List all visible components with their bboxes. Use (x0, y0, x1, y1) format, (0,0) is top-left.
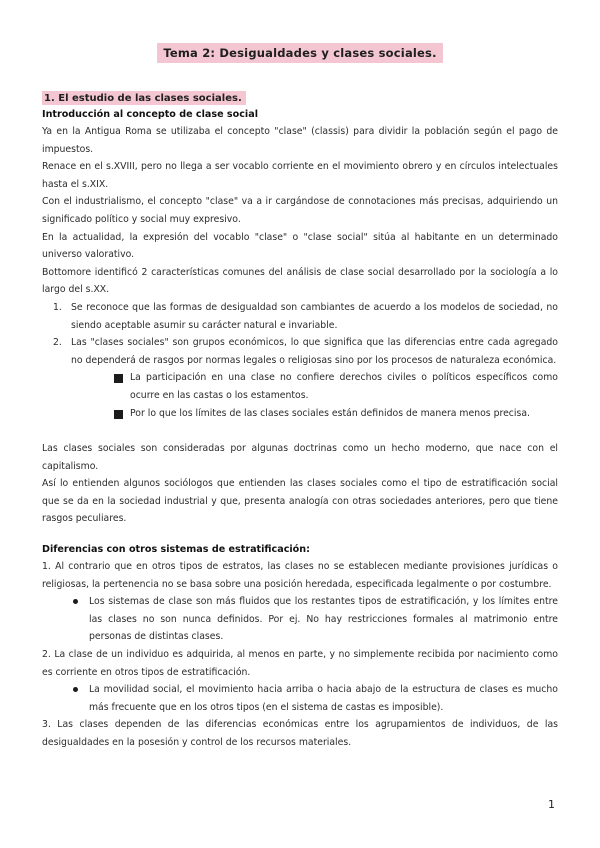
bullet-text: Por lo que los límites de las clases sociales están definidos de manera menos precisa. (130, 407, 531, 419)
list-item-text: Las "clases sociales" son grupos económicos, lo que significa que las diferencias entre cada agregado no dependerá de rasgos por normas legales o religiosas sino por los procesos de naturaleza económica. (71, 337, 558, 366)
list-number: 2. (53, 337, 62, 349)
list-number: 1. (53, 301, 62, 313)
subheading-diferencias: Diferencias con otros sistemas de estratificación: (42, 544, 310, 556)
paragraph: Las clases sociales son consideradas por algunas doctrinas como un hecho moderno, que nace con el capitalismo. (42, 443, 558, 472)
document-body (42, 86, 558, 752)
paragraph: 3. Las clases dependen de las diferencias económicas entre los agrupamientos de individuos, de las desigualdades en la posesión y control de los recursos materiales. (42, 719, 558, 748)
section-heading-1: 1. El estudio de las clases sociales. (42, 91, 246, 105)
paragraph: Renace en el s.XVIII, pero no llega a ser vocablo corriente en el movimiento obrero y en círculos intelectuales hasta el s.XIX. (42, 161, 558, 190)
paragraph: Bottomore identificó 2 características comunes del análisis de clase social desarrollado por la sociología a lo largo del s.XX. (42, 266, 558, 296)
bullet-text: La movilidad social, el movimiento hacia arriba o hacia abajo de la estructura de clases es mucho más frecuente que en los otros tipos (en el sistema de castas es imposible). (89, 684, 558, 713)
square-bullet-item (42, 369, 558, 404)
numbered-item (42, 334, 558, 369)
square-bullet-item (42, 405, 558, 423)
bullet-text: La participación en una clase no confiere derechos civiles o políticos específicos como ocurre en las castas o los estamentos. (130, 372, 558, 401)
list-item-text: Se reconoce que las formas de desigualdad son cambiantes de acuerdo a los modelos de sociedad, no siendo aceptable asumir su carácter natural e invariable. (71, 301, 558, 331)
paragraph: Así lo entienden algunos sociólogos que entienden las clases sociales como el tipo de estratificación social que se da en la sociedad industrial y que, presenta analogía con otras sociedades anteriores, pero que tiene rasgos peculiares. (42, 478, 558, 525)
square-bullet-icon (114, 374, 123, 383)
paragraph: Con el industrialismo, el concepto "clase" va a ir cargándose de connotaciones más precisas, adquiriendo un significado político y social muy expresivo. (42, 196, 558, 225)
paragraph: En la actualidad, la expresión del vocablo "clase" o "clase social" sitúa al habitante en un determinado universo valorativo. (42, 231, 558, 261)
dot-bullet-icon (73, 687, 78, 692)
paragraph: 1. Al contrario que en otros tipos de estratos, las clases no se establecen mediante provisiones jurídicas o religiosas, la pertenencia no se basa sobre una posición heredada, especificada legalmente o por costumbre. (42, 561, 558, 590)
title-wrap (0, 42, 600, 63)
spacer (42, 422, 558, 440)
subheading-introduccion: Introducción al concepto de clase social (42, 109, 258, 120)
page-number: 1 (548, 798, 555, 811)
paragraph: Ya en la Antigua Roma se utilizaba el concepto "clase" (classis) para dividir la población según el pago de impuestos. (42, 126, 558, 155)
dot-bullet-item (42, 681, 558, 716)
paragraph: 2. La clase de un individuo es adquirida, al menos en parte, y no simplemente recibida por nacimiento como es corriente en otros tipos de estratificación. (42, 649, 558, 678)
spacer (42, 528, 558, 542)
bullet-text: Los sistemas de clase son más fluidos que los restantes tipos de estratificación, y los límites entre las clases no son nunca definidos. Por ej. No hay restricciones formales al matrimonio entre personas de distintas clases. (89, 596, 558, 643)
square-bullet-icon (114, 410, 123, 419)
dot-bullet-item (42, 593, 558, 646)
dot-bullet-icon (73, 599, 78, 604)
page-title: Tema 2: Desigualdades y clases sociales. (157, 43, 442, 63)
numbered-item (42, 299, 558, 334)
